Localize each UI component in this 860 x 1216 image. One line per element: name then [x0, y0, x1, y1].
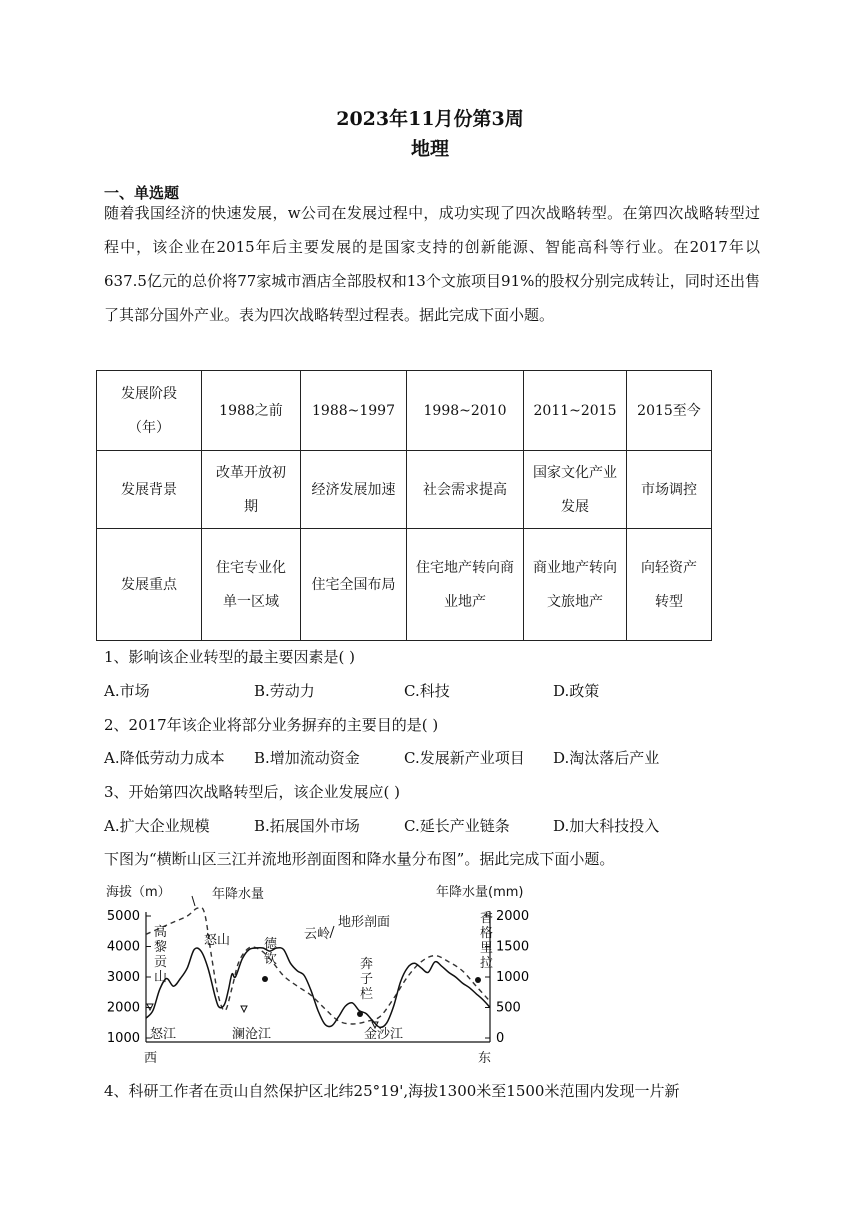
- right-tick-label: 500: [496, 1000, 521, 1016]
- table-row: [97, 451, 712, 529]
- figure-intro: 下图为“横断山区三江并流地形剖面图和降水量分布图”。据此完成下面小题。: [104, 850, 615, 868]
- question-2-stem: 2、2017年该企业将部分业务摒弃的主要目的是( ): [104, 716, 439, 734]
- table-cell: 发展背景: [97, 451, 202, 529]
- x-start-label: 西: [144, 1051, 158, 1066]
- table-cell: 2015至今: [627, 371, 712, 451]
- table-cell: 改革开放初期: [202, 451, 301, 529]
- table-cell: 社会需求提高: [407, 451, 524, 529]
- question-1-option-d[interactable]: D.政策: [553, 682, 600, 700]
- left-tick-label: 1000: [106, 1031, 140, 1046]
- left-tick-label: 3000: [106, 970, 140, 985]
- precipitation-line: [146, 907, 490, 1024]
- table-row: [97, 371, 712, 451]
- gaoligong-label: 高黎贡山: [154, 925, 168, 985]
- deqin-point: [262, 976, 268, 982]
- question-3-option-b[interactable]: B.拓展国外市场: [254, 817, 360, 835]
- question-2-option-a[interactable]: A.降低劳动力成本: [104, 749, 225, 767]
- yunling-label: 云岭: [304, 927, 331, 942]
- left-axis-label: 海拔（m）: [106, 885, 171, 900]
- table-cell: 经济发展加速: [301, 451, 407, 529]
- deqin-label: 德钦: [264, 937, 278, 967]
- table-cell: 住宅地产转向商业地产: [407, 529, 524, 641]
- question-2-option-c[interactable]: C.发展新产业项目: [404, 749, 525, 767]
- table-cell: 2011~2015: [524, 371, 627, 451]
- terrain-precipitation-chart: [98, 876, 538, 1068]
- right-axis-label: 年降水量(mm): [436, 885, 524, 900]
- river-marker-lancang: [241, 1006, 247, 1012]
- question-3-option-d[interactable]: D.加大科技投入: [553, 817, 660, 835]
- shangrila-label: 香格里拉: [480, 911, 494, 971]
- section-heading: 一、单选题: [104, 184, 180, 202]
- table-cell: 1998~2010: [407, 371, 524, 451]
- x-end-label: 东: [478, 1051, 492, 1066]
- table-cell: 发展重点: [97, 529, 202, 641]
- question-4-stem: 4、科研工作者在贡山自然保护区北纬25°19',海拔1300米至1500米范围内发现一片新: [104, 1082, 680, 1100]
- table-cell: 住宅专业化单一区域: [202, 529, 301, 641]
- lancangjiang-label: 澜沧江: [232, 1027, 272, 1042]
- intro-paragraph: 随着我国经济的快速发展，w公司在发展过程中，成功实现了四次战略转型。在第四次战略转型过程中，该企业在2015年后主要发展的是国家支持的创新能源、智能高科等行业。在2017年以637.5亿元的总价将77家城市酒店全部股权和13个文旅项目91%的股权分别完成转让，同时还出售了其部分国外产业。表为四次战略转型过程表。据此完成下面小题。: [104, 204, 760, 324]
- terrain-profile-line: [146, 948, 490, 1028]
- table-cell: 住宅全国布局: [301, 529, 407, 641]
- table-cell: 商业地产转向文旅地产: [524, 529, 627, 641]
- table-cell: 国家文化产业发展: [524, 451, 627, 529]
- question-1-option-c[interactable]: C.科技: [404, 682, 450, 700]
- question-1-option-a[interactable]: A.市场: [104, 682, 150, 700]
- subject-title: 地理: [410, 138, 449, 160]
- question-3-option-a[interactable]: A.扩大企业规模: [104, 817, 210, 835]
- table-cell: 发展阶段（年）: [97, 371, 202, 451]
- table-row: [97, 529, 712, 641]
- terrain-legend-label: 地形剖面: [338, 915, 391, 930]
- question-2-option-b[interactable]: B.增加流动资金: [254, 749, 360, 767]
- jinshajiang-label: 金沙江: [364, 1027, 404, 1042]
- right-tick-label: 2000: [496, 909, 530, 924]
- table-cell: 1988~1997: [301, 371, 407, 451]
- nushan-label: 怒山: [204, 933, 231, 948]
- table-cell: 1988之前: [202, 371, 301, 451]
- table-cell: 市场调控: [627, 451, 712, 529]
- question-1-stem: 1、影响该企业转型的最主要因素是( ): [104, 648, 356, 666]
- benzilan-point: [357, 1011, 363, 1017]
- right-tick-label: 1000: [496, 970, 530, 985]
- left-tick-label: 2000: [106, 1000, 140, 1016]
- nujiang-label: 怒江: [150, 1027, 177, 1042]
- question-3-option-c[interactable]: C.延长产业链条: [404, 817, 510, 835]
- question-1-option-b[interactable]: B.劳动力: [254, 682, 315, 700]
- table-cell: 向轻资产转型: [627, 529, 712, 641]
- question-3-stem: 3、开始第四次战略转型后，该企业发展应( ): [104, 783, 401, 801]
- left-tick-label: 4000: [106, 939, 140, 955]
- question-2-option-d[interactable]: D.淘汰落后产业: [553, 749, 660, 767]
- right-tick-label: 1500: [496, 939, 530, 955]
- strategy-table: [96, 370, 712, 641]
- shangrila-point: [475, 977, 481, 983]
- right-tick-label: 0: [496, 1031, 505, 1046]
- left-tick-label: 5000: [106, 909, 140, 924]
- document-title: 2023年11月份第3周: [336, 108, 524, 130]
- benzilan-label: 奔子栏: [360, 957, 374, 1002]
- precip-legend-label: 年降水量: [212, 887, 265, 902]
